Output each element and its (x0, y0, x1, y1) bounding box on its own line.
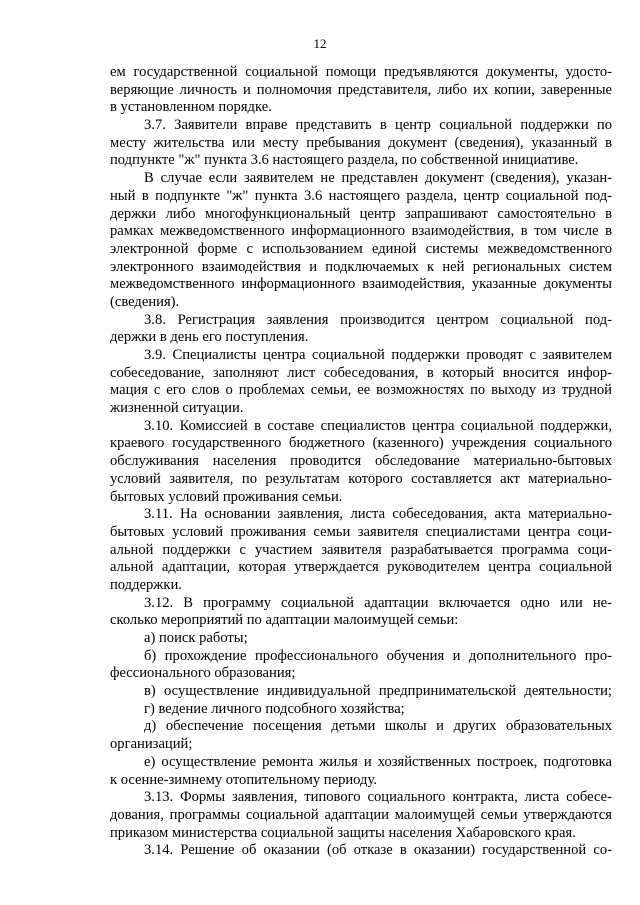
text-line: 3.9. Специалисты центра социальной поддержки проводят с заявителем (144, 347, 612, 363)
text-line: 3.13. Формы заявления, типового социального контракта, листа собесе- (144, 789, 612, 806)
text-line: держки в день его поступления. (110, 329, 309, 346)
text-line: ный в подпункте "ж" пункта 3.6 настоящего раздела, центр социальной под- (110, 187, 612, 204)
text-line: обслуживания населения проводится обследование материально-бытовых (110, 453, 612, 470)
text-line: (сведения). (110, 293, 180, 310)
text-line: альной поддержки с участием заявителя разрабатывается программа соци- (110, 541, 612, 558)
text-line: 3.14. Решение об оказании (об отказе в оказании) государственной со- (144, 842, 612, 859)
page-number: 12 (313, 36, 327, 51)
text-line: фессионального образования; (110, 665, 296, 682)
document-body (110, 64, 612, 860)
text-line: приказом министерства социальной защиты населения Хабаровского края. (110, 824, 576, 841)
text-line: в) осуществление индивидуальной предпринимательской деятельности; (144, 683, 612, 700)
text-line: держки либо многофункциональный центр запрашивают самостоятельно в (110, 205, 612, 222)
text-line: В случае если заявителем не представлен документ (сведения), указан- (144, 170, 612, 187)
text-line: к осенне-зимнему отопительному периоду. (110, 771, 377, 788)
text-line: дования, программы социальной адаптации малоимущей семьи утверждаются (110, 806, 612, 823)
text-line: краевого государственного бюджетного (казенного) учреждения социального (110, 435, 612, 452)
text-line: поддержки. (110, 576, 182, 593)
text-line: г) ведение личного подсобного хозяйства; (144, 700, 405, 717)
text-line: веряющие личность и полномочия представителя, либо их копии, заверенные (110, 81, 612, 98)
text-line: электронной форме с использованием единой системы межведомственного (110, 240, 612, 257)
text-line: организаций; (110, 736, 193, 753)
text-line: 3.7. Заявители вправе представить в центр социальной поддержки по (144, 117, 612, 134)
text-line: месту жительства или месту пребывания документ (сведения), указанный в (110, 134, 612, 151)
text-line: бытовых условий проживания семьи заявителя специалистами центра соци- (110, 523, 612, 540)
text-line: 3.11. На основании заявления, листа собеседования, акта материально- (144, 506, 612, 523)
text-line: а) поиск работы; (144, 630, 248, 646)
text-line: д) обеспечение посещения детьми школы и других образовательных (144, 718, 612, 735)
text-line: межведомственного информационного взаимодействия, указанные документы (110, 276, 612, 293)
text-line: сколько мероприятий по адаптации малоимущей семьи: (110, 612, 459, 629)
text-line: рамках межведомственного информационного взаимодействия, в том числе в (110, 223, 612, 240)
text-line: 3.12. В программу социальной адаптации включается одно или не- (144, 594, 612, 611)
text-line: условий заявителя, по результатам которого составляется акт материально- (110, 470, 612, 487)
text-line: бытовых условий проживания семьи. (110, 488, 343, 505)
text-line: электронного взаимодействия и подключаемых к ней региональных систем (110, 258, 612, 275)
text-line: подпункте "ж" пункта 3.6 настоящего раздела, по собственной инициативе. (110, 152, 579, 169)
text-line: в установленном порядке. (110, 99, 272, 116)
text-line: ем государственной социальной помощи предъявляются документы, удосто- (110, 64, 612, 80)
text-line: 3.10. Комиссией в составе специалистов центра социальной поддержки, (144, 417, 612, 434)
text-line: жизненной ситуации. (110, 400, 244, 417)
text-line: альной адаптации, которая утверждается руководителем центра социальной (110, 559, 612, 576)
text-line: собеседование, заполняют лист собеседования, в который вносится инфор- (110, 364, 612, 381)
text-line: мация с его слов о проблемах семьи, ее возможностях по выходу из трудной (110, 382, 612, 399)
text-line: е) осуществление ремонта жилья и хозяйственных построек, подготовка (144, 753, 612, 770)
text-line: б) прохождение профессионального обучения и дополнительного про- (144, 647, 612, 664)
text-line: 3.8. Регистрация заявления производится центром социальной под- (144, 311, 612, 328)
